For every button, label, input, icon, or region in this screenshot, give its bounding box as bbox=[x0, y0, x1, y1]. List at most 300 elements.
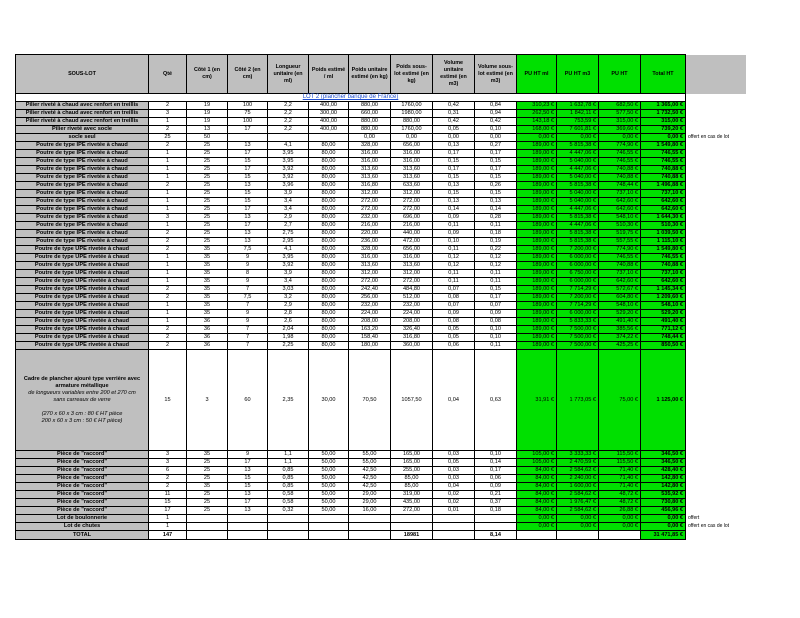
cell-cote2: 13 bbox=[228, 238, 268, 246]
cell-cote2: 13 bbox=[228, 491, 268, 499]
cell-cote2: 13 bbox=[228, 182, 268, 190]
cell-pu-ht: 682,50 € bbox=[599, 102, 641, 110]
row-label: Pièce de "raccord" bbox=[16, 507, 149, 515]
cadre-description-line: (270 x 60 x 3 cm : 80 € HT pièce bbox=[41, 410, 123, 417]
cell-cote1: 13 bbox=[187, 126, 228, 134]
cell-poids-estime: 80,00 bbox=[309, 262, 349, 270]
cell-poids-souslot: 85,00 bbox=[391, 475, 433, 483]
cell-poids-souslot: 1760,00 bbox=[391, 126, 433, 134]
cell-poids-unitaire: 328,00 bbox=[349, 142, 391, 150]
cell-cote2: 15 bbox=[228, 483, 268, 491]
cell-poids-unitaire: 880,00 bbox=[349, 102, 391, 110]
row-label: Pièce de "raccord" bbox=[16, 483, 149, 491]
cell-poids-unitaire: 55,00 bbox=[349, 459, 391, 467]
cell-total-ht: 315,00 € bbox=[641, 118, 686, 126]
cell-volume-unitaire: 0,05 bbox=[433, 126, 475, 134]
cell-poids-estime: 50,00 bbox=[309, 451, 349, 459]
header-poids-souslot: Poids sous-lot estimé (en kg) bbox=[391, 55, 433, 94]
table-row bbox=[16, 334, 746, 342]
cell-volume-unitaire: 0,07 bbox=[433, 302, 475, 310]
row-note bbox=[686, 142, 746, 150]
row-label: Poutre de type UPE rivetée à chaud bbox=[16, 302, 149, 310]
cell-cote2 bbox=[228, 515, 268, 523]
cell-pu-ml: 189,00 € bbox=[517, 142, 557, 150]
row-note bbox=[686, 190, 746, 198]
row-note bbox=[686, 334, 746, 342]
row-note bbox=[686, 222, 746, 230]
cell-poids-estime: 400,00 bbox=[309, 126, 349, 134]
table-row bbox=[16, 270, 746, 278]
row-label: Poutre de type IPE rivetée à chaud bbox=[16, 174, 149, 182]
cell-pu-m3: 5 815,38 € bbox=[557, 142, 599, 150]
cell-pu-m3: 5 815,38 € bbox=[557, 182, 599, 190]
cell-pu-ml: 84,00 € bbox=[517, 475, 557, 483]
cell-volume-souslot: 0,00 bbox=[475, 134, 517, 142]
cell-poids-unitaire: 316,80 bbox=[349, 182, 391, 190]
cell-cote1: 25 bbox=[187, 174, 228, 182]
cell-pu-ml: 105,00 € bbox=[517, 451, 557, 459]
cell-volume-unitaire: 0,11 bbox=[433, 278, 475, 286]
cell-poids-souslot: 165,00 bbox=[391, 451, 433, 459]
table-row bbox=[16, 451, 746, 459]
cell-total-ht: 510,30 € bbox=[641, 222, 686, 230]
cell-pu-ht: 115,50 € bbox=[599, 451, 641, 459]
cell-pu-ht: 529,20 € bbox=[599, 310, 641, 318]
cell-qte: 3 bbox=[149, 459, 187, 467]
table-row bbox=[16, 166, 746, 174]
cell-pu-ht: 0,00 € bbox=[599, 134, 641, 142]
cell-total-ht: 1 365,00 € bbox=[641, 102, 686, 110]
cell-cote1: 25 bbox=[187, 206, 228, 214]
cell-qte: 15 bbox=[149, 499, 187, 507]
cell-cote2: 17 bbox=[228, 206, 268, 214]
cell-cote2: 9 bbox=[228, 262, 268, 270]
cell-total-ht: 491,40 € bbox=[641, 318, 686, 326]
cell-cote2: 9 bbox=[228, 318, 268, 326]
row-note bbox=[686, 499, 746, 507]
cell-longueur: 0,58 bbox=[268, 499, 309, 507]
row-label: Pièce de "raccord" bbox=[16, 459, 149, 467]
cell-longueur: 4,1 bbox=[268, 246, 309, 254]
row-note bbox=[686, 238, 746, 246]
cell-volume-souslot: 0,11 bbox=[475, 342, 517, 350]
cell-qte: 11 bbox=[149, 491, 187, 499]
cell-cote1: 25 bbox=[187, 198, 228, 206]
cell-cote2: 15 bbox=[228, 198, 268, 206]
cell-volume-souslot: 0,15 bbox=[475, 190, 517, 198]
row-label: Poutre de type UPE rivetée à chaud bbox=[16, 286, 149, 294]
cell-volume-souslot: 0,28 bbox=[475, 214, 517, 222]
row-note bbox=[686, 230, 746, 238]
cadre-description-line bbox=[18, 404, 146, 411]
table-row bbox=[16, 246, 746, 254]
cell-poids-unitaire: 232,00 bbox=[349, 302, 391, 310]
row-label: Poutre de type IPE rivetée à chaud bbox=[16, 182, 149, 190]
cell-volume-souslot: 0,17 bbox=[475, 467, 517, 475]
cell-longueur: 2,6 bbox=[268, 318, 309, 326]
cell-volume-souslot: 0,17 bbox=[475, 294, 517, 302]
cell-poids-estime: 80,00 bbox=[309, 230, 349, 238]
cell-longueur: 4,1 bbox=[268, 142, 309, 150]
cell-poids-unitaire: 236,00 bbox=[349, 238, 391, 246]
cell-volume-souslot: 0,63 bbox=[475, 350, 517, 451]
cell-pu-ml: 262,50 € bbox=[517, 110, 557, 118]
cell-pu-ml: 189,00 € bbox=[517, 190, 557, 198]
cell-longueur: 3,95 bbox=[268, 254, 309, 262]
cell-volume-unitaire: 0,14 bbox=[433, 206, 475, 214]
cell-pu-ml: 189,00 € bbox=[517, 166, 557, 174]
cell-volume-unitaire: 0,11 bbox=[433, 270, 475, 278]
cell-poids-souslot: 316,00 bbox=[391, 158, 433, 166]
row-label: Poutre de type UPE rivetée à chaud bbox=[16, 254, 149, 262]
row-label: Poutre de type IPE rivetée à chaud bbox=[16, 150, 149, 158]
cell-qte: 1 bbox=[149, 174, 187, 182]
cell-pu-ht: 115,50 € bbox=[599, 459, 641, 467]
cell-poids-unitaire: 42,50 bbox=[349, 483, 391, 491]
cell-cote1: 36 bbox=[187, 326, 228, 334]
cell-pu-m3: 1 600,00 € bbox=[557, 483, 599, 491]
row-label: Pièce de "raccord" bbox=[16, 451, 149, 459]
row-label: Pilier riveté à chaud avec renfort en treillis bbox=[16, 102, 149, 110]
cell-cote1: 35 bbox=[187, 246, 228, 254]
cell-poids-souslot: 1760,00 bbox=[391, 102, 433, 110]
cell-volume-unitaire: 0,17 bbox=[433, 166, 475, 174]
cell-pu-m3: 753,59 € bbox=[557, 118, 599, 126]
cell-poids-estime bbox=[309, 134, 349, 142]
cell-cote1: 25 bbox=[187, 467, 228, 475]
cell-pu-ml: 189,00 € bbox=[517, 334, 557, 342]
table-row bbox=[16, 198, 746, 206]
table-row bbox=[16, 507, 746, 515]
cell-cote2: 7 bbox=[228, 302, 268, 310]
row-note bbox=[686, 214, 746, 222]
cell-total-ht: 850,50 € bbox=[641, 342, 686, 350]
cell-poids-souslot: 0,00 bbox=[391, 134, 433, 142]
cell-poids-estime: 80,00 bbox=[309, 270, 349, 278]
table-row bbox=[16, 515, 746, 523]
cell-volume-unitaire: 0,05 bbox=[433, 326, 475, 334]
cell-pu-ht: 0,00 € bbox=[599, 515, 641, 523]
cell-total-ht: 740,88 € bbox=[641, 174, 686, 182]
cell-poids-estime: 80,00 bbox=[309, 198, 349, 206]
cell-poids-unitaire: 29,00 bbox=[349, 499, 391, 507]
cell-pu-ml: 189,00 € bbox=[517, 294, 557, 302]
cell-cote2 bbox=[228, 523, 268, 531]
row-label: Pièce de "raccord" bbox=[16, 491, 149, 499]
cell-poids-unitaire: 163,20 bbox=[349, 326, 391, 334]
cell-pu-ht: 774,90 € bbox=[599, 246, 641, 254]
cell-poids-souslot: 208,00 bbox=[391, 318, 433, 326]
row-label: Poutre de type IPE rivetée à chaud bbox=[16, 230, 149, 238]
cell-pu-m3: 5 815,38 € bbox=[557, 230, 599, 238]
cell-poids-unitaire: 42,50 bbox=[349, 467, 391, 475]
cell-volume-unitaire: 0,13 bbox=[433, 142, 475, 150]
total-cell-longueur bbox=[268, 531, 309, 540]
cell-poids-souslot: 165,00 bbox=[391, 459, 433, 467]
cell-total-ht: 142,80 € bbox=[641, 483, 686, 491]
total-cell-poids-souslot: 18981 bbox=[391, 531, 433, 540]
cell-poids-unitaire: 180,00 bbox=[349, 342, 391, 350]
cell-longueur: 3,96 bbox=[268, 182, 309, 190]
total-cell-pu-m3 bbox=[557, 531, 599, 540]
cell-longueur: 3,95 bbox=[268, 158, 309, 166]
row-label: Lot de chutes bbox=[16, 523, 149, 531]
cell-volume-souslot: 0,94 bbox=[475, 110, 517, 118]
table-row bbox=[16, 342, 746, 350]
cell-cote1: 25 bbox=[187, 158, 228, 166]
cell-total-ht: 746,55 € bbox=[641, 158, 686, 166]
cell-poids-souslot: 472,00 bbox=[391, 238, 433, 246]
cell-pu-m3: 4 447,06 € bbox=[557, 166, 599, 174]
table-row-cadre bbox=[16, 350, 746, 451]
cell-pu-ml: 189,00 € bbox=[517, 174, 557, 182]
cell-poids-unitaire: 55,00 bbox=[349, 451, 391, 459]
cell-poids-estime: 80,00 bbox=[309, 214, 349, 222]
row-note bbox=[686, 126, 746, 134]
cell-pu-ml: 189,00 € bbox=[517, 342, 557, 350]
cell-poids-estime: 80,00 bbox=[309, 222, 349, 230]
cell-pu-m3: 2 584,62 € bbox=[557, 491, 599, 499]
cell-volume-unitaire: 0,02 bbox=[433, 499, 475, 507]
table-row bbox=[16, 190, 746, 198]
row-note bbox=[686, 491, 746, 499]
total-cell-poids-unitaire bbox=[349, 531, 391, 540]
cell-qte: 2 bbox=[149, 142, 187, 150]
row-label: Lot de boulonnerie bbox=[16, 515, 149, 523]
cell-volume-souslot: 0,19 bbox=[475, 238, 517, 246]
cell-poids-souslot: 880,00 bbox=[391, 118, 433, 126]
cell-cote1: 25 bbox=[187, 214, 228, 222]
cell-volume-souslot: 0,15 bbox=[475, 286, 517, 294]
header-longueur: Longueur unitaire (en ml) bbox=[268, 55, 309, 94]
cell-pu-ml: 189,00 € bbox=[517, 302, 557, 310]
cell-pu-ml: 189,00 € bbox=[517, 278, 557, 286]
cell-poids-souslot bbox=[391, 515, 433, 523]
cell-poids-unitaire: 880,00 bbox=[349, 118, 391, 126]
cell-pu-m3: 7 500,00 € bbox=[557, 342, 599, 350]
cell-qte: 1 bbox=[149, 190, 187, 198]
cell-pu-ht: 519,75 € bbox=[599, 230, 641, 238]
cell-volume-unitaire: 0,09 bbox=[433, 214, 475, 222]
table-row bbox=[16, 302, 746, 310]
cell-volume-souslot: 0,14 bbox=[475, 206, 517, 214]
cell-pu-ht: 71,40 € bbox=[599, 483, 641, 491]
cell-poids-estime: 400,00 bbox=[309, 118, 349, 126]
cell-volume-souslot: 0,18 bbox=[475, 230, 517, 238]
cell-total-ht: 1 209,60 € bbox=[641, 294, 686, 302]
cell-cote2: 15 bbox=[228, 158, 268, 166]
cell-poids-estime: 30,00 bbox=[309, 350, 349, 451]
cell-pu-ml: 189,00 € bbox=[517, 262, 557, 270]
cell-volume-unitaire: 0,08 bbox=[433, 318, 475, 326]
cell-qte: 2 bbox=[149, 326, 187, 334]
cell-longueur: 2,8 bbox=[268, 310, 309, 318]
cell-volume-unitaire: 0,03 bbox=[433, 475, 475, 483]
row-label: Pièce de "raccord" bbox=[16, 475, 149, 483]
cell-cote1: 25 bbox=[187, 491, 228, 499]
cell-poids-unitaire: 316,00 bbox=[349, 254, 391, 262]
cell-cote1: 35 bbox=[187, 310, 228, 318]
cell-total-ht: 456,96 € bbox=[641, 507, 686, 515]
table-row bbox=[16, 254, 746, 262]
row-label: Poutre de type UPE rivetée à chaud bbox=[16, 342, 149, 350]
cadre-description-line: Cadre de plancher ajouré type verrière avec armature métallique bbox=[23, 375, 141, 389]
cell-pu-m3: 0,00 € bbox=[557, 515, 599, 523]
cell-poids-unitaire: 313,60 bbox=[349, 262, 391, 270]
cell-cote2: 13 bbox=[228, 467, 268, 475]
cell-longueur: 3,4 bbox=[268, 198, 309, 206]
row-label: Poutre de type IPE rivetée à chaud bbox=[16, 190, 149, 198]
cell-pu-ht: 510,30 € bbox=[599, 222, 641, 230]
row-note bbox=[686, 102, 746, 110]
total-cell-pu-ml bbox=[517, 531, 557, 540]
cell-poids-souslot: 312,00 bbox=[391, 270, 433, 278]
lot-title-link[interactable]: LOT 2 (plancher banque de France) bbox=[16, 94, 686, 102]
header-poids-unitaire: Poids unitaire estimé (en kg) bbox=[349, 55, 391, 94]
cell-poids-unitaire: 272,00 bbox=[349, 198, 391, 206]
row-note bbox=[686, 326, 746, 334]
header-pu-ml: PU HT ml bbox=[517, 55, 557, 94]
cell-volume-unitaire: 0,08 bbox=[433, 294, 475, 302]
cell-pu-ml: 189,00 € bbox=[517, 198, 557, 206]
cell-volume-unitaire bbox=[433, 523, 475, 531]
table-row bbox=[16, 475, 746, 483]
cell-poids-estime: 80,00 bbox=[309, 342, 349, 350]
row-label: Pilier riveté avec socle bbox=[16, 126, 149, 134]
cell-longueur: 2,9 bbox=[268, 302, 309, 310]
cell-cote1: 25 bbox=[187, 142, 228, 150]
cell-total-ht: 1 145,34 € bbox=[641, 286, 686, 294]
cell-pu-ml: 0,00 € bbox=[517, 523, 557, 531]
cell-longueur: 3,2 bbox=[268, 294, 309, 302]
cell-poids-estime: 80,00 bbox=[309, 318, 349, 326]
row-note bbox=[686, 118, 746, 126]
cell-poids-souslot: 326,40 bbox=[391, 326, 433, 334]
row-note bbox=[686, 182, 746, 190]
cell-total-ht: 535,92 € bbox=[641, 491, 686, 499]
cell-poids-souslot: 85,00 bbox=[391, 483, 433, 491]
cell-poids-unitaire: 316,00 bbox=[349, 150, 391, 158]
total-cell-qte: 147 bbox=[149, 531, 187, 540]
row-label: Poutre de type UPE rivetée à chaud bbox=[16, 310, 149, 318]
cell-cote1: 35 bbox=[187, 294, 228, 302]
row-note bbox=[686, 158, 746, 166]
cell-pu-m3: 7 714,29 € bbox=[557, 286, 599, 294]
total-cell-cote1 bbox=[187, 531, 228, 540]
cell-pu-m3: 6 000,00 € bbox=[557, 310, 599, 318]
cell-pu-ht: 48,72 € bbox=[599, 491, 641, 499]
table-row bbox=[16, 278, 746, 286]
cell-longueur bbox=[268, 515, 309, 523]
row-label: Poutre de type IPE rivetée à chaud bbox=[16, 158, 149, 166]
cell-volume-souslot: 0,18 bbox=[475, 507, 517, 515]
table-row bbox=[16, 126, 746, 134]
cell-poids-souslot: 313,60 bbox=[391, 166, 433, 174]
cell-longueur bbox=[268, 523, 309, 531]
cell-longueur: 1,1 bbox=[268, 451, 309, 459]
table-row bbox=[16, 150, 746, 158]
cell-pu-ml: 189,00 € bbox=[517, 230, 557, 238]
cell-poids-unitaire: 158,40 bbox=[349, 334, 391, 342]
cell-pu-m3: 7 500,00 € bbox=[557, 326, 599, 334]
cell-pu-m3: 0,00 € bbox=[557, 523, 599, 531]
cell-pu-m3: 7 714,29 € bbox=[557, 302, 599, 310]
cell-pu-ht: 746,55 € bbox=[599, 254, 641, 262]
cell-total-ht: 0,00 € bbox=[641, 134, 686, 142]
cell-volume-unitaire: 0,42 bbox=[433, 102, 475, 110]
row-note bbox=[686, 254, 746, 262]
cell-pu-ml: 168,00 € bbox=[517, 126, 557, 134]
row-label: Poutre de type IPE rivetée à chaud bbox=[16, 206, 149, 214]
cell-volume-unitaire: 0,04 bbox=[433, 483, 475, 491]
cell-qte: 1 bbox=[149, 310, 187, 318]
cell-cote2: 60 bbox=[228, 350, 268, 451]
cell-volume-unitaire: 0,09 bbox=[433, 310, 475, 318]
cell-poids-estime: 50,00 bbox=[309, 507, 349, 515]
table-row bbox=[16, 158, 746, 166]
cell-poids-estime: 80,00 bbox=[309, 206, 349, 214]
cell-volume-unitaire: 0,00 bbox=[433, 134, 475, 142]
row-note bbox=[686, 302, 746, 310]
cell-poids-estime: 80,00 bbox=[309, 190, 349, 198]
cell-pu-ml: 84,00 € bbox=[517, 467, 557, 475]
cell-pu-m3: 1 976,47 € bbox=[557, 499, 599, 507]
cell-volume-souslot: 0,12 bbox=[475, 262, 517, 270]
cell-pu-m3: 2 584,62 € bbox=[557, 507, 599, 515]
cell-pu-ml: 143,18 € bbox=[517, 118, 557, 126]
cell-cote1: 35 bbox=[187, 451, 228, 459]
cell-total-ht: 346,50 € bbox=[641, 459, 686, 467]
cell-longueur: 2,7 bbox=[268, 222, 309, 230]
row-note bbox=[686, 150, 746, 158]
cell-longueur: 2,75 bbox=[268, 230, 309, 238]
cell-cote2: 9 bbox=[228, 310, 268, 318]
cell-poids-souslot: 272,00 bbox=[391, 198, 433, 206]
cell-poids-estime: 80,00 bbox=[309, 166, 349, 174]
cell-pu-m3: 7 200,00 € bbox=[557, 246, 599, 254]
row-note bbox=[686, 350, 746, 451]
cell-longueur: 0,85 bbox=[268, 483, 309, 491]
table-row bbox=[16, 262, 746, 270]
cell-total-ht: 1 115,10 € bbox=[641, 238, 686, 246]
cell-cote1: 36 bbox=[187, 334, 228, 342]
cell-qte: 1 bbox=[149, 254, 187, 262]
cell-longueur: 2,25 bbox=[268, 342, 309, 350]
cell-volume-souslot: 0,21 bbox=[475, 491, 517, 499]
cell-pu-ml: 189,00 € bbox=[517, 318, 557, 326]
cell-pu-m3: 5 815,38 € bbox=[557, 214, 599, 222]
row-label: Poutre de type UPE rivetée à chaud bbox=[16, 294, 149, 302]
cell-volume-unitaire: 0,11 bbox=[433, 222, 475, 230]
cell-qte: 3 bbox=[149, 451, 187, 459]
cell-poids-unitaire: 16,00 bbox=[349, 507, 391, 515]
cell-pu-m3: 7 601,81 € bbox=[557, 126, 599, 134]
cell-cote1: 36 bbox=[187, 318, 228, 326]
cell-volume-unitaire: 0,10 bbox=[433, 238, 475, 246]
cell-volume-unitaire: 0,09 bbox=[433, 230, 475, 238]
row-label: Poutre de type IPE rivetée à chaud bbox=[16, 142, 149, 150]
cell-pu-m3: 1 632,78 € bbox=[557, 102, 599, 110]
cell-cote1: 25 bbox=[187, 507, 228, 515]
cell-cote2: 17 bbox=[228, 150, 268, 158]
cell-pu-ml: 84,00 € bbox=[517, 499, 557, 507]
row-note bbox=[686, 310, 746, 318]
cell-poids-estime: 50,00 bbox=[309, 475, 349, 483]
cell-cote1: 35 bbox=[187, 254, 228, 262]
cell-total-ht: 740,88 € bbox=[641, 262, 686, 270]
total-label: TOTAL bbox=[16, 531, 149, 540]
cell-pu-ht: 385,56 € bbox=[599, 326, 641, 334]
